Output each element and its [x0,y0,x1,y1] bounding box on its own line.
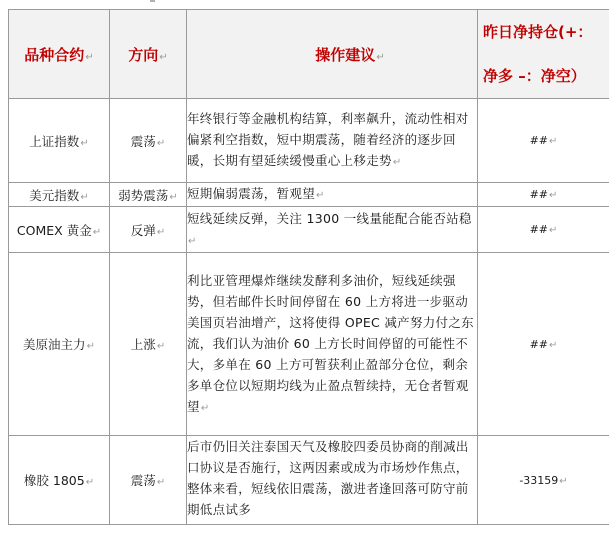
position-cell: ##↵ [478,183,609,207]
advice-cell: 年终银行等金融机构结算，利率飙升，流动性相对偏紧利空指数，短中期震荡，随着经济的逐步回暖，长期有望延续缓慢重心上移走势↵ [187,99,478,183]
decorative-mark [150,0,155,2]
market-advice-table [8,9,609,525]
header-position-line2: 净多 –：净空） [483,67,586,85]
position-cell: ##↵ [478,253,609,436]
direction-cell: 反弹↵ [110,207,187,253]
contract-cell: 橡胶 1805↵ [9,436,110,525]
header-position [478,10,609,99]
table-row [9,207,609,253]
position-cell: -33159↵ [478,436,609,525]
advice-cell: 利比亚管理爆炸继续发酵利多油价，短线延续强势，但若邮件长时间停留在 60 上方将进一步驱动美国页岩油增产，这将使得 OPEC 减产努力付之东流，我们认为油价 60 上方长时间停留的可能性不大，多单在 60 上方可暂获利止盈部分仓位，剩余多单仓位以短期均线为止盈点暂续持，无仓者暂观望↵ [187,253,478,436]
header-position-line1: 昨日净持仓(+： [483,23,593,41]
direction-cell: 震荡↵ [110,436,187,525]
position-cell: ##↵ [478,207,609,253]
table-row [9,253,609,436]
contract-cell: 美元指数↵ [9,183,110,207]
contract-cell: COMEX 黄金↵ [9,207,110,253]
advice-text-clip: 后市仍旧关注泰国天气及橡胶四委员协商的削减出口协议是否施行，这两因素或成为市场炒作焦点，整体来看，短线依旧震荡，激进者逢回落可防守前期低点试多 [187,439,469,517]
direction-cell: 震荡↵ [110,99,187,183]
position-cell: ##↵ [478,99,609,183]
table-row [9,183,609,207]
advice-cell: 短期偏弱震荡，暂观望↵ [187,183,478,207]
header-advice: 操作建议↵ [187,10,478,99]
header-direction: 方向↵ [110,10,187,99]
contract-cell: 美原油主力↵ [9,253,110,436]
contract-cell: 上证指数↵ [9,99,110,183]
table-row [9,99,609,183]
direction-cell: 弱势震荡↵ [110,183,187,207]
table-row [9,436,609,525]
direction-cell: 上涨↵ [110,253,187,436]
header-contract: 品种合约↵ [9,10,110,99]
advice-cell [187,436,478,525]
table-header-row [9,10,609,99]
advice-cell: 短线延续反弹，关注 1300 一线量能配合能否站稳↵ [187,207,478,253]
